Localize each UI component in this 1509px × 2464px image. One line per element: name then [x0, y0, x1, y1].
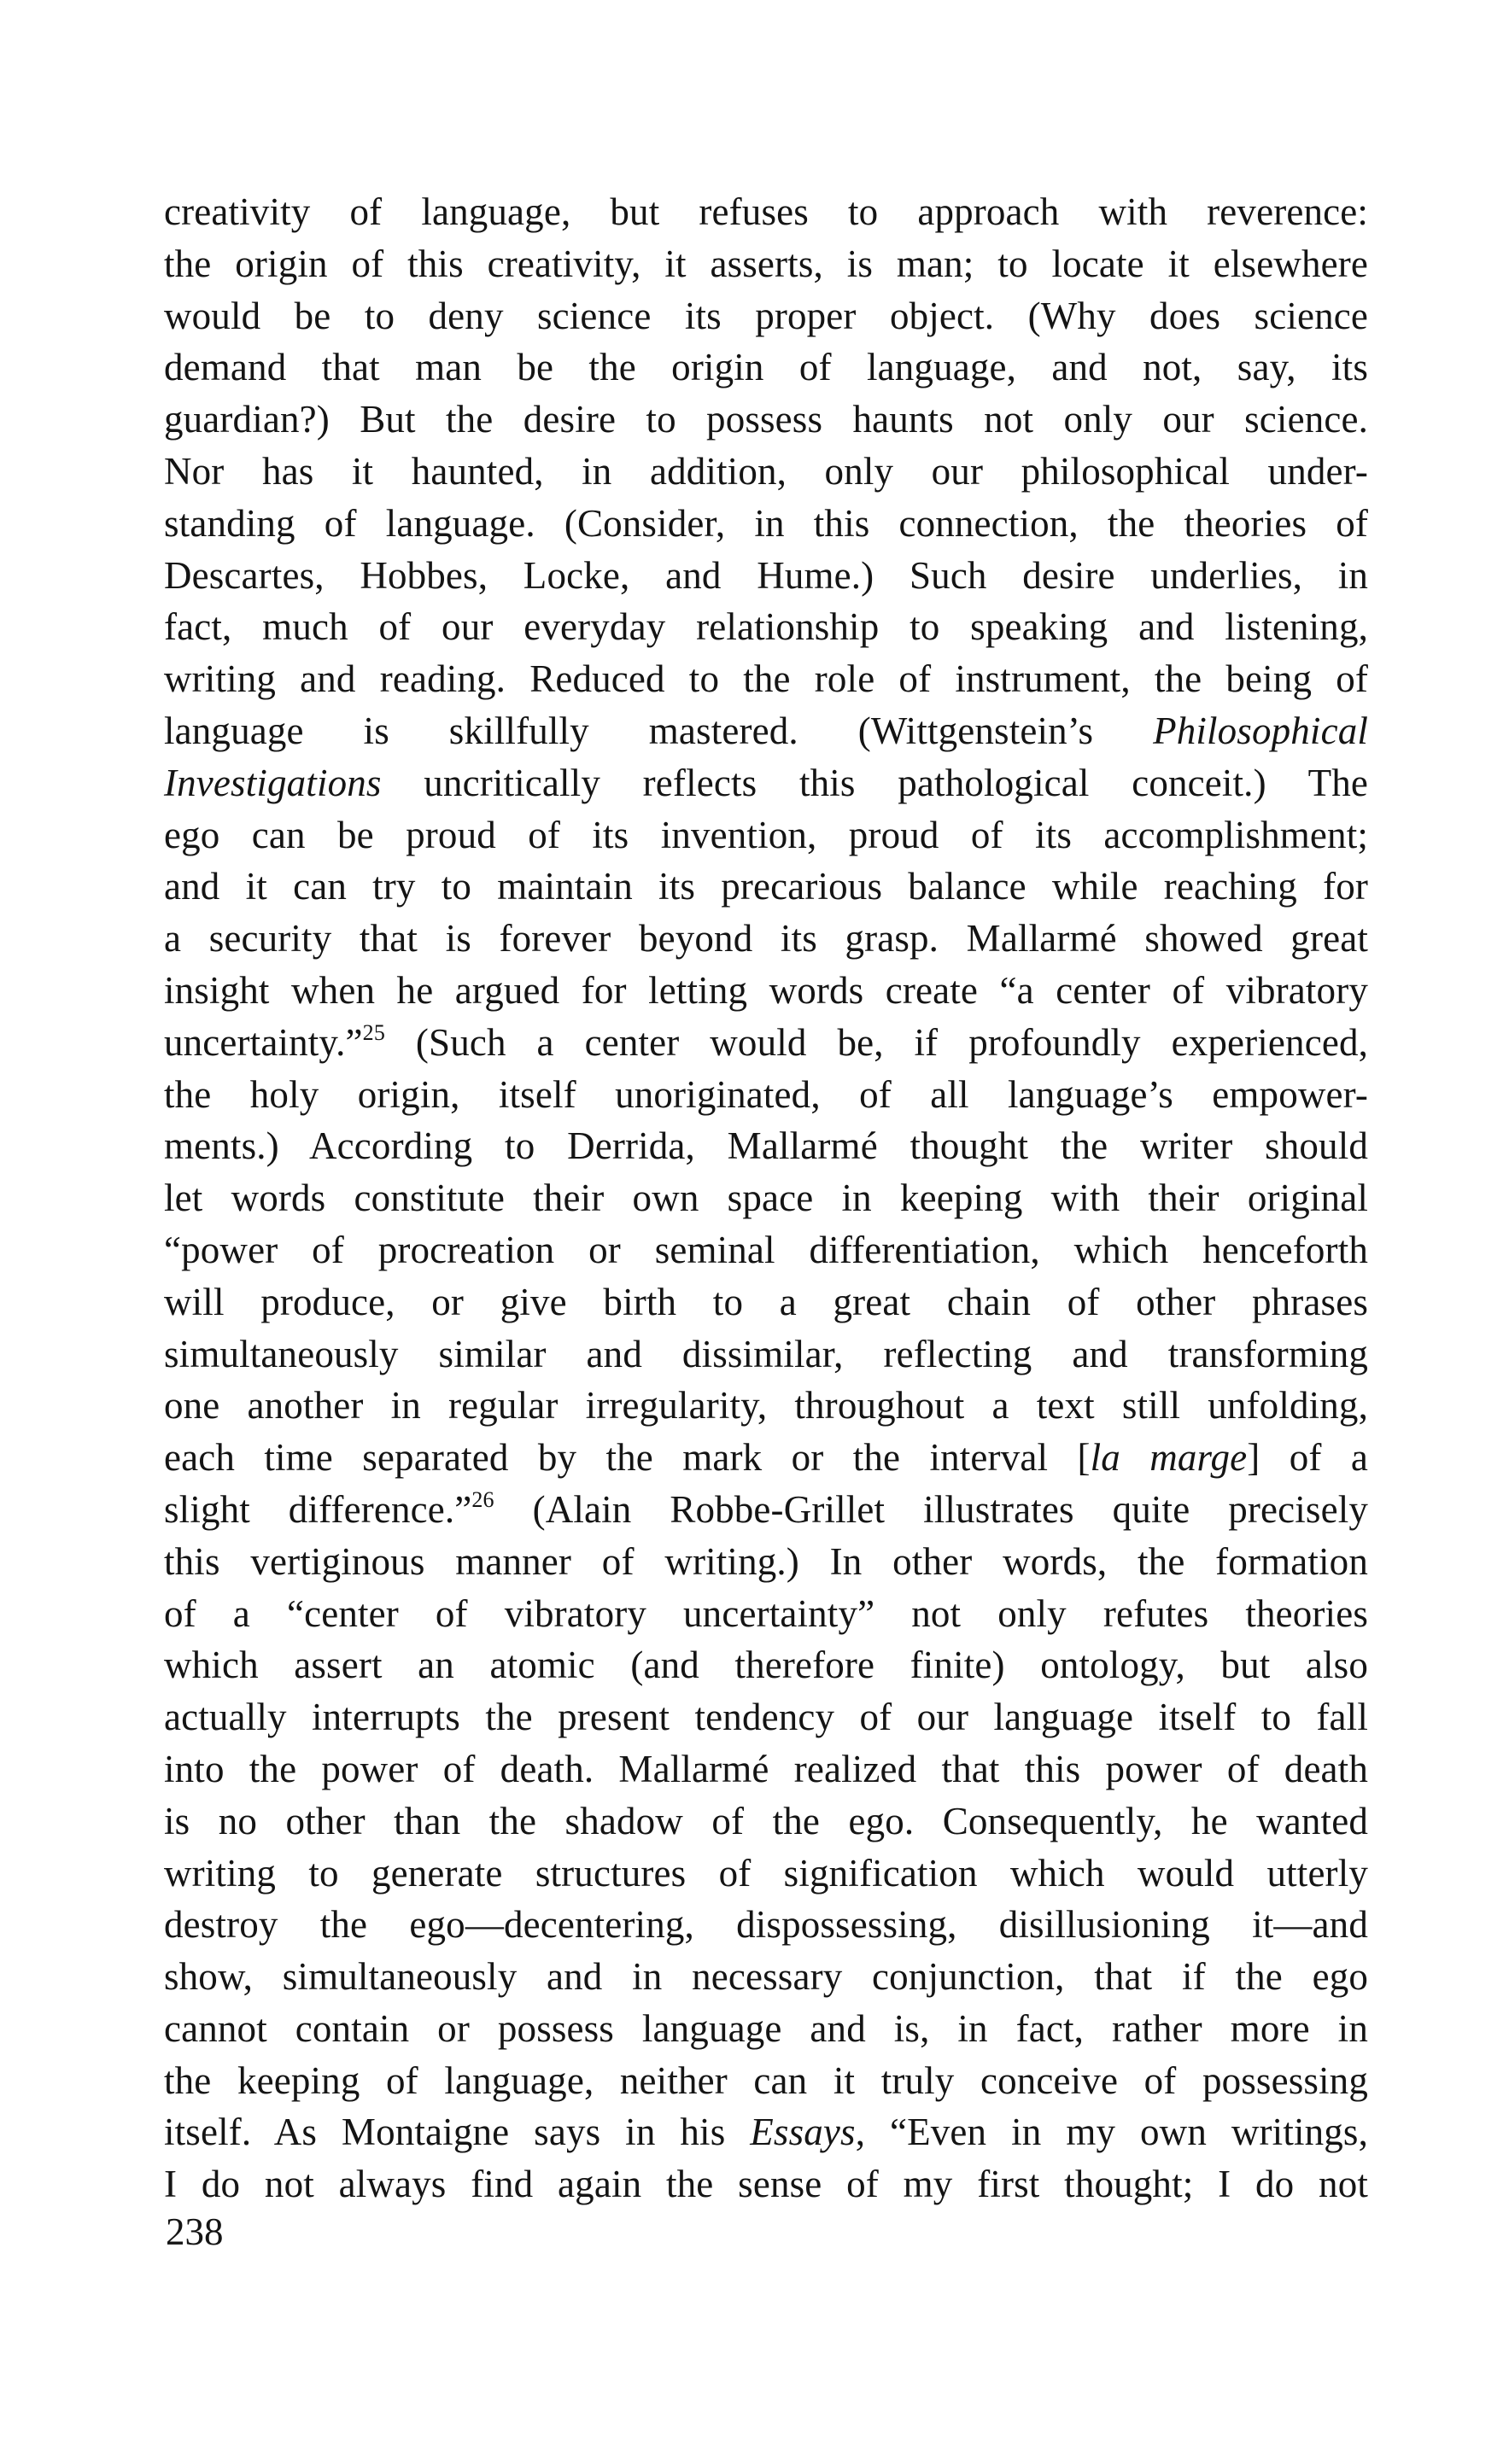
text-line: show, simultaneously and in necessary conjunction, that if the ego [164, 1955, 1368, 1999]
text-line: the holy origin, itself unoriginated, of all language’s empower- [164, 1072, 1368, 1116]
text-line: ments.) According to Derrida, Mallarmé thought the writer should [164, 1124, 1368, 1168]
text-line: destroy the ego—decentering, dispossessing, disillusioning it—and [164, 1903, 1368, 1947]
text-line: I do not always find again the sense of my first thought; I do not [164, 2163, 1368, 2206]
text-run: language is skillfully mastered. (Wittgenstein’s [164, 709, 1154, 752]
text-line: the keeping of language, neither can it truly conceive of possessing [164, 2058, 1368, 2102]
text-run: ] of a [1247, 1436, 1369, 1480]
text-run: (Alain Robbe-Grillet illustrates quite precisely [494, 1487, 1368, 1531]
text-line: Nor has it haunted, in addition, only our philosophical under- [164, 449, 1368, 493]
text-line: standing of language. (Consider, in this connection, the theories of [164, 501, 1368, 545]
text-line: creativity of language, but refuses to approach with reverence: [164, 190, 1368, 233]
text-line: simultaneously similar and dissimilar, reflecting and transforming [164, 1332, 1368, 1375]
text-line [164, 1484, 1368, 1536]
text-line: demand that man be the origin of language, and not, say, its [164, 346, 1368, 389]
italic-title: Investigations [164, 761, 382, 804]
text-line [164, 705, 1368, 757]
text-line: writing to generate structures of signification which would utterly [164, 1851, 1368, 1895]
italic-title: Philosophical [1153, 709, 1368, 752]
footnote-ref-25[interactable]: 25 [362, 1019, 385, 1045]
text-line: of a “center of vibratory uncertainty” not only refutes theories [164, 1591, 1368, 1635]
text-run: each time separated by the mark or the interval [ [164, 1436, 1091, 1480]
text-line: which assert an atomic (and therefore finite) ontology, but also [164, 1644, 1368, 1687]
footnote-ref-26[interactable]: 26 [471, 1486, 494, 1512]
text-line [164, 1017, 1368, 1069]
text-line: this vertiginous manner of writing.) In other words, the formation [164, 1539, 1368, 1583]
text-line [164, 757, 1368, 809]
text-line: cannot contain or possess language and is, in fact, rather more in [164, 2006, 1368, 2050]
text-line: and it can try to maintain its precarious balance while reaching for [164, 865, 1368, 908]
italic-title: Essays [750, 2111, 856, 2154]
text-line: into the power of death. Mallarmé realized that this power of death [164, 1747, 1368, 1790]
text-run: , “Even in my own writings, [855, 2111, 1368, 2154]
text-run: itself. As Montaigne says in his [164, 2111, 751, 2154]
text-run: (Such a center would be, if profoundly experienced, [384, 1020, 1368, 1064]
text-line: ego can be proud of its invention, proud of its accomplishment; [164, 813, 1368, 856]
text-run: slight difference.” [164, 1487, 472, 1531]
text-line [164, 1432, 1368, 1484]
page-number: 238 [166, 2210, 224, 2253]
text-run: uncertainty.” [164, 1020, 363, 1064]
italic-term: la marge [1090, 1436, 1248, 1480]
text-line: would be to deny science its proper object. (Why does science [164, 294, 1368, 337]
text-run: uncritically reflects this pathological conceit.) The [381, 761, 1368, 804]
text-line: one another in regular irregularity, throughout a text still unfolding, [164, 1384, 1368, 1428]
text-line [164, 2106, 1368, 2158]
body-text [164, 186, 1368, 2210]
text-line: will produce, or give birth to a great chain of other phrases [164, 1280, 1368, 1323]
text-line: Descartes, Hobbes, Locke, and Hume.) Such desire underlies, in [164, 553, 1368, 597]
text-line: “power of procreation or seminal differentiation, which henceforth [164, 1228, 1368, 1271]
text-line: let words constitute their own space in keeping with their original [164, 1177, 1368, 1220]
text-line: insight when he argued for letting words create “a center of vibratory [164, 968, 1368, 1012]
text-line: a security that is forever beyond its grasp. Mallarmé showed great [164, 917, 1368, 960]
text-line: writing and reading. Reduced to the role of instrument, the being of [164, 657, 1368, 701]
text-line: is no other than the shadow of the ego. Consequently, he wanted [164, 1799, 1368, 1842]
text-line: guardian?) But the desire to possess haunts not only our science. [164, 398, 1368, 441]
text-line: actually interrupts the present tendency of our language itself to fall [164, 1696, 1368, 1739]
text-line: the origin of this creativity, it asserts, is man; to locate it elsewhere [164, 242, 1368, 285]
text-line: fact, much of our everyday relationship to speaking and listening, [164, 605, 1368, 649]
